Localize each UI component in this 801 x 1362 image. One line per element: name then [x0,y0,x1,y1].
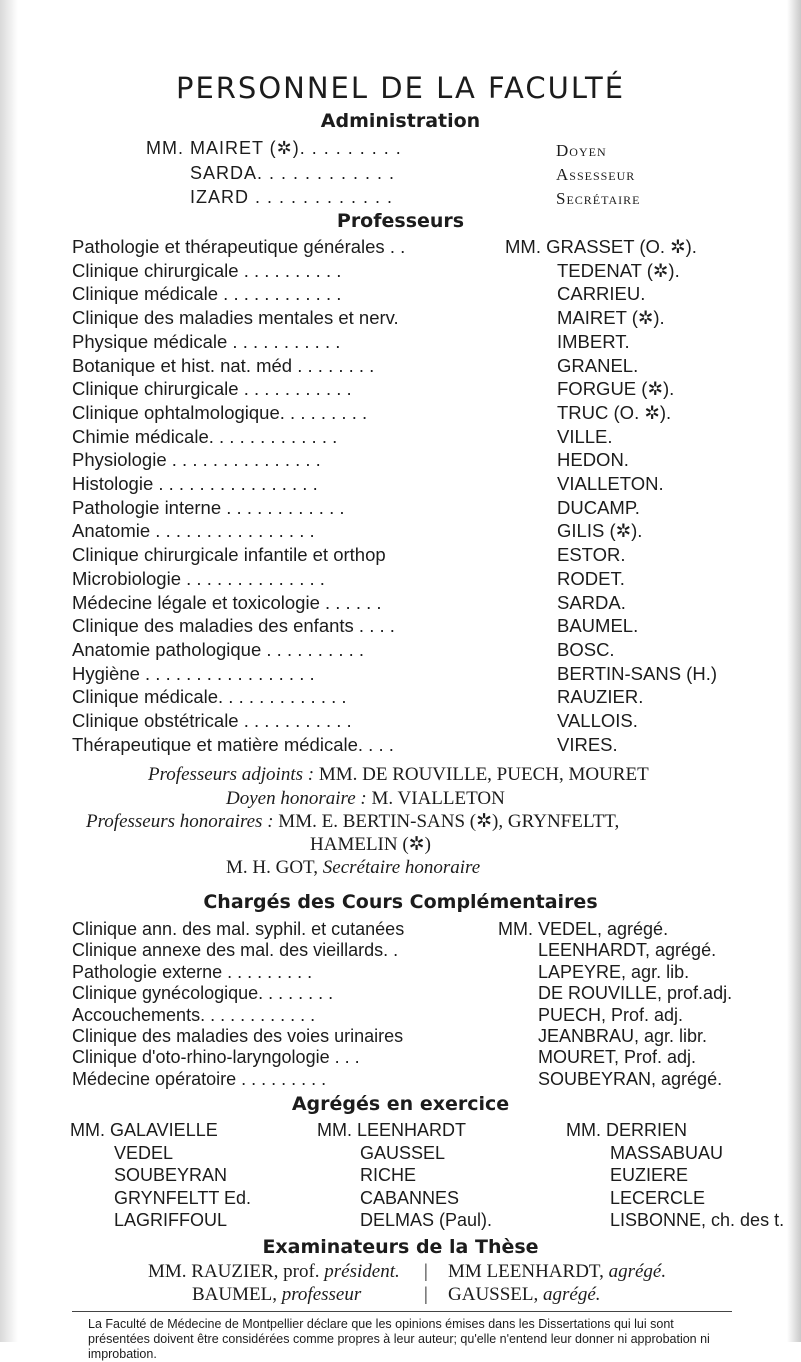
doyen-honoraire-line [226,789,505,808]
admin-row-left: IZARD . . . . . . . . . . . . [190,187,394,207]
professeur-subject: Clinique médicale. . . . . . . . . . . . . [72,686,347,708]
examinateur-row [448,1262,666,1281]
professeurs-heading: Professeurs [336,210,465,232]
agrege-name: LECERCLE [610,1187,706,1208]
professeur-subject: Anatomie . . . . . . . . . . . . . . . . [72,520,315,542]
agrege-name: LISBONNE, ch. des t. [610,1210,785,1230]
charge-course: Clinique des maladies des voies urinaires [72,1026,404,1046]
examinateur-role: président. [324,1261,400,1282]
professeur-subject: Clinique obstétricale . . . . . . . . . . . [72,710,352,731]
professeur-name: VILLE. [557,425,613,447]
agrege-name: MM. DERRIEN [566,1120,687,1140]
professeur-subject: Clinique chirurgicale . . . . . . . . . . . [72,378,352,400]
charge-name: JEANBRAU, agr. libr. [538,1026,708,1046]
admin-row-right: Doyen [556,141,607,160]
examinateurs-heading: Examinateurs de la Thèse [262,1236,539,1258]
examinateur-name: GAUSSEL, [448,1284,539,1305]
honoraires-names-cont: HAMELIN (✲) [310,834,431,855]
charges-heading: Chargés des Cours Complémentaires [203,891,598,913]
charge-course: Médecine opératoire . . . . . . . . . [72,1068,327,1089]
professeur-name: GRANEL. [557,354,639,376]
professeur-subject: Physiologie . . . . . . . . . . . . . . . [72,449,321,471]
professeur-subject: Clinique ophtalmologique. . . . . . . . . [72,401,368,423]
administration-heading: Administration [320,110,481,132]
examinateur-name: MM. RAUZIER, prof. [148,1261,320,1282]
admin-row-left: SARDA. . . . . . . . . . . . [190,163,396,183]
charge-name: MOURET, Prof. adj. [538,1047,697,1068]
admin-row-right: Secrétaire [556,189,641,208]
professeur-name: HEDON. [557,449,629,471]
examinateur-role: agrégé. [608,1261,667,1282]
professeur-subject: Clinique des maladies mentales et nerv. [72,307,399,329]
footer-note: La Faculté de Médecine de Montpellier déclare que les opinions émises dans les Dissertations qui lui sont présentées doivent être considérées comme propres à leur auteur; qu'elle n'entend leur donner ni approbation ni improbation. [88,1317,710,1361]
charge-name: PUECH, Prof. adj. [538,1004,684,1025]
page-left-edge-shadow [0,0,18,1342]
professeur-subject: Microbiologie . . . . . . . . . . . . . . [72,567,325,589]
professeur-subject: Botanique et hist. nat. méd . . . . . . . . [72,354,375,376]
agrege-name: SOUBEYRAN [114,1165,228,1185]
charge-name: LAPEYRE, agr. lib. [538,961,690,982]
professeur-name: VIRES. [557,733,618,755]
professeur-name: IMBERT. [557,330,630,352]
professeur-subject: Physique médicale . . . . . . . . . . . [72,330,341,352]
agrege-name: MM. GALAVIELLE [70,1120,218,1140]
doyen-honoraire-label: Doyen honoraire : [226,788,367,809]
adjoints-names: MM. DE ROUVILLE, PUECH, MOURET [318,764,649,785]
footer-divider [72,1311,732,1312]
professeur-name: BAUMEL. [557,615,639,637]
secretaire-honoraire-name: M. H. GOT, [226,857,319,878]
honoraires-label: Professeurs honoraires : [86,811,274,832]
agrege-name: MASSABUAU [610,1142,724,1163]
adjoints-line [148,765,649,784]
secretaire-honoraire-label: Secrétaire honoraire [322,857,481,878]
professeur-name: VIALLETON. [557,473,664,494]
examinateur-separator: | [424,1284,428,1305]
professeur-name: VALLOIS. [557,710,638,731]
honoraires-line [86,812,619,831]
adjoints-label: Professeurs adjoints : [148,764,315,785]
page-right-edge-shadow [787,0,801,1342]
examinateur-role: agrégé. [543,1284,601,1305]
professeur-subject: Clinique chirurgicale . . . . . . . . . . [72,259,342,281]
professeur-name: FORGUE (✲). [557,378,675,400]
charge-course: Clinique annexe des mal. des vieillards. . [72,940,399,961]
examinateur-row [192,1285,361,1304]
agrege-name: GAUSSEL [360,1142,446,1163]
professeur-name: BERTIN-SANS (H.) [557,662,718,684]
charge-name: SOUBEYRAN, agrégé. [538,1068,723,1089]
agrege-name: GRYNFELTT Ed. [114,1187,252,1208]
professeur-name: MM. GRASSET (O. ✲). [505,236,697,257]
charge-name: MM. VEDEL, agrégé. [498,919,669,939]
agrege-name: RICHE [360,1165,417,1185]
professeur-name: CARRIEU. [557,283,646,305]
examinateur-row [148,1262,400,1281]
examinateur-name: BAUMEL, [192,1284,277,1305]
charge-course: Clinique d'oto-rhino-laryngologie . . . [72,1047,360,1068]
charge-course: Clinique gynécologique. . . . . . . . [72,983,334,1004]
examinateur-name: MM LEENHARDT, [448,1261,604,1282]
professeur-name: DUCAMP. [557,496,640,518]
professeur-name: GILIS (✲). [557,520,643,542]
examinateur-row [448,1285,601,1304]
admin-row-right: Assesseur [556,165,636,184]
professeur-subject: Clinique chirurgicale infantile et orthop [72,544,386,566]
professeur-subject: Hygiène . . . . . . . . . . . . . . . . . [72,662,315,684]
professeur-name: TEDENAT (✲). [557,259,680,281]
admin-row-left: MM. MAIRET (✲). . . . . . . . . [146,138,402,158]
charge-course: Accouchements. . . . . . . . . . . . [72,1004,316,1025]
examinateur-separator: | [424,1261,428,1282]
professeur-name: BOSC. [557,638,615,660]
doyen-honoraire-name: M. VIALLETON [371,788,505,809]
secretaire-honoraire-line [226,858,480,877]
honoraires-names: MM. E. BERTIN-SANS (✲), GRYNFELTT, [278,811,620,832]
charge-name: LEENHARDT, agrégé. [538,940,717,961]
professeur-name: RAUZIER. [557,686,644,708]
professeur-subject: Pathologie et thérapeutique générales . . [72,236,406,257]
agrege-name: DELMAS (Paul). [360,1210,493,1230]
professeur-subject: Clinique des maladies des enfants . . . . [72,615,395,637]
professeur-subject: Chimie médicale. . . . . . . . . . . . . [72,425,338,447]
agrege-name: VEDEL [114,1142,174,1163]
professeur-name: RODET. [557,567,625,589]
agrege-name: MM. LEENHARDT [317,1120,467,1140]
professeur-subject: Clinique médicale . . . . . . . . . . . . [72,283,342,305]
charge-course: Pathologie externe . . . . . . . . . [72,961,313,982]
examinateur-role: professeur [281,1284,362,1305]
agrege-name: LAGRIFFOUL [114,1210,228,1230]
professeur-name: SARDA. [557,591,626,613]
professeur-name: TRUC (O. ✲). [557,401,672,423]
charge-course: Clinique ann. des mal. syphil. et cutanées [72,919,405,939]
professeur-name: MAIRET (✲). [557,307,665,329]
professeur-subject: Thérapeutique et matière médicale. . . . [72,733,394,755]
charge-name: DE ROUVILLE, prof.adj. [538,983,733,1004]
professeur-subject: Anatomie pathologique . . . . . . . . . . [72,638,365,660]
professeur-subject: Médecine légale et toxicologie . . . . . . [72,591,382,613]
agrege-name: EUZIERE [610,1165,689,1185]
professeur-subject: Pathologie interne . . . . . . . . . . . . [72,496,345,518]
page-title: PERSONNEL DE LA FACULTÉ [175,71,626,105]
agreges-heading: Agrégés en exercice [291,1093,510,1115]
agrege-name: CABANNES [360,1187,460,1208]
professeur-subject: Histologie . . . . . . . . . . . . . . . . [72,473,318,494]
professeur-name: ESTOR. [557,544,626,566]
